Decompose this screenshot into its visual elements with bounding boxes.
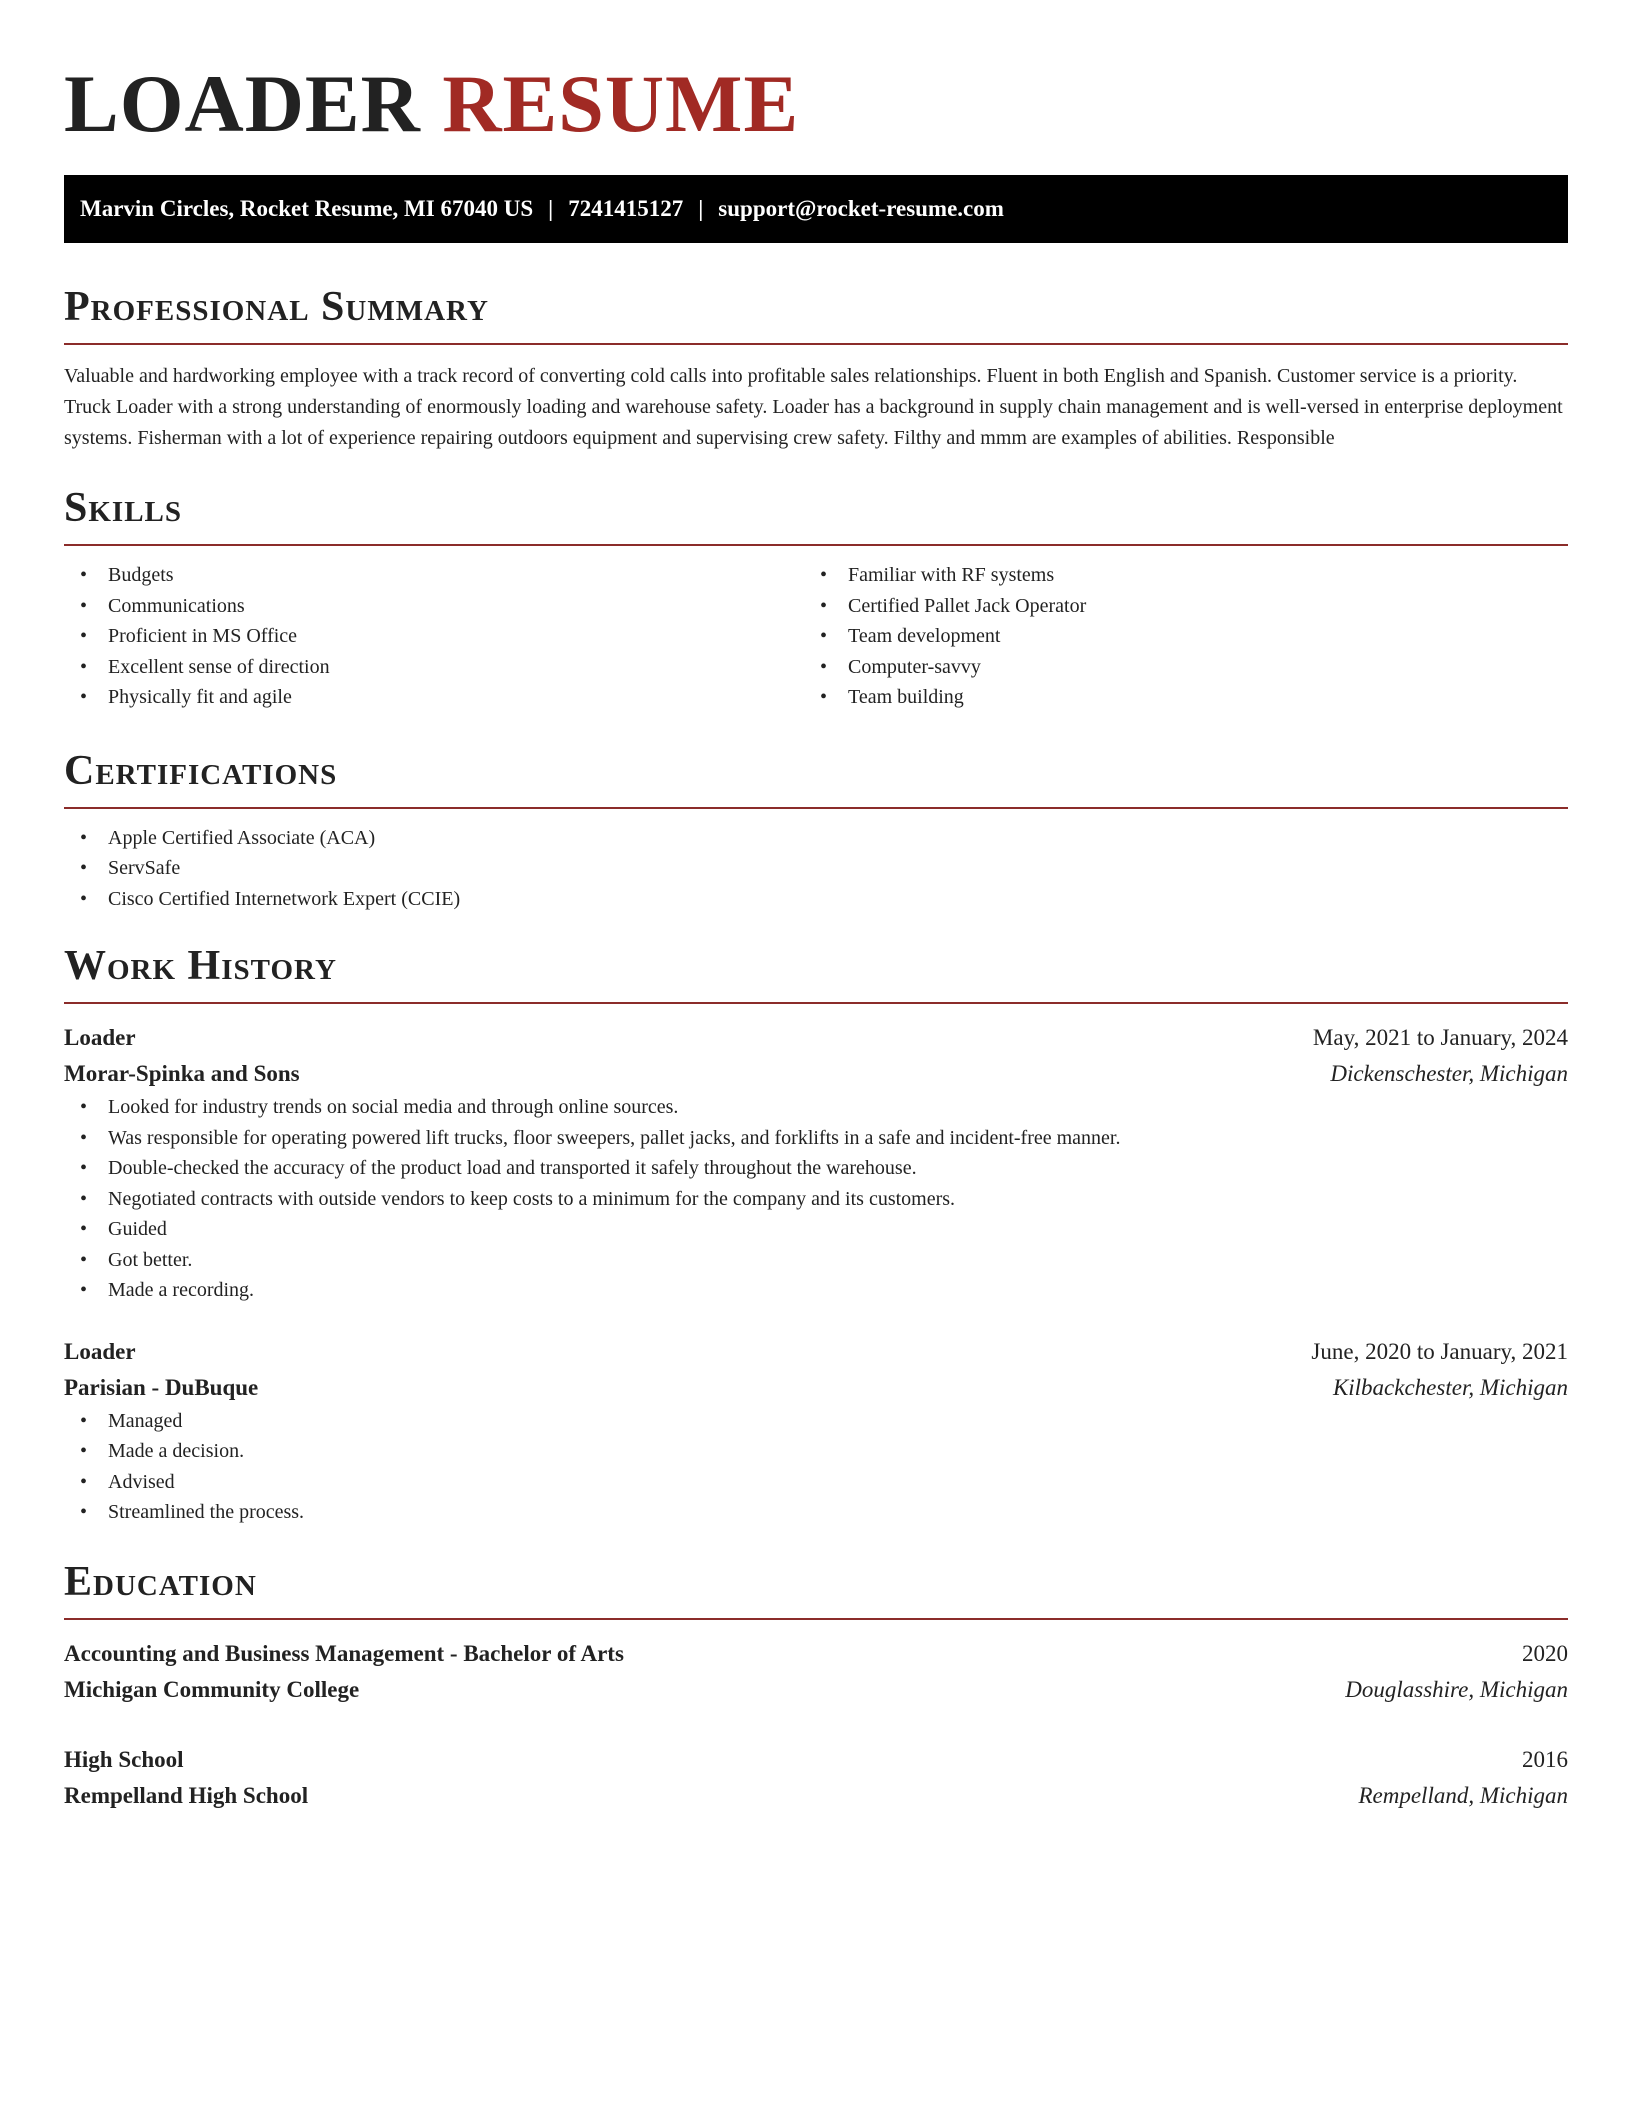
skill-item: • Proficient in MS Office: [64, 621, 804, 652]
job-entry: [64, 1334, 1568, 1528]
skill-item: • Excellent sense of direction: [64, 652, 804, 683]
job-duty: • Managed: [64, 1406, 1568, 1437]
job-duty: • Made a decision.: [64, 1436, 1568, 1467]
skill-item: • Team building: [804, 682, 1544, 713]
education-school: Rempelland High School: [64, 1782, 309, 1808]
job-company-row: [64, 1056, 1568, 1092]
work-history-section: [64, 940, 1568, 1528]
education-heading: Education: [64, 1558, 257, 1605]
certification-item: • ServSafe: [64, 853, 1568, 884]
education-section: [64, 1556, 1568, 1814]
job-location: Dickenschester, Michigan: [1330, 1061, 1568, 1086]
skill-item: • Team development: [804, 621, 1544, 652]
job-dates: May, 2021 to January, 2024: [1312, 1025, 1568, 1050]
work-history-heading: Work History: [64, 943, 337, 989]
contact-bar: [64, 175, 1568, 243]
contact-email: support@rocket-resume.com: [718, 196, 1004, 221]
job-duty: • Double-checked the accuracy of the product load and transported it safely throughout the warehouse.: [64, 1153, 1568, 1184]
skills-list-left: [64, 560, 804, 713]
education-year: 2016: [1522, 1746, 1568, 1772]
job-duty: • Guided: [64, 1214, 1568, 1245]
skills-heading: Skills: [64, 485, 183, 531]
resume-title: [64, 56, 1568, 152]
education-entry: [64, 1636, 1568, 1708]
title-word-loader: LOADER: [64, 58, 421, 149]
education-year: 2020: [1522, 1640, 1568, 1666]
certifications-section: [64, 745, 1568, 915]
job-duties-list: [64, 1406, 1568, 1528]
education-degree-row: [64, 1742, 1568, 1778]
skill-item: • Certified Pallet Jack Operator: [804, 591, 1544, 622]
contact-address: Marvin Circles, Rocket Resume, MI 67040 US: [80, 196, 534, 221]
resume-page: [64, 0, 1568, 1814]
job-title-row: [64, 1020, 1568, 1056]
education-entry: [64, 1742, 1568, 1814]
skills-section: [64, 482, 1568, 713]
job-company: Parisian - DuBuque: [64, 1374, 259, 1400]
education-degree-row: [64, 1636, 1568, 1672]
contact-separator: |: [548, 196, 554, 221]
job-duty: • Negotiated contracts with outside vendors to keep costs to a minimum for the company and its customers.: [64, 1184, 1568, 1215]
job-duties-list: [64, 1092, 1568, 1306]
job-dates: June, 2020 to January, 2021: [1311, 1338, 1568, 1364]
skills-divider: [64, 544, 1568, 546]
skill-item: • Communications: [64, 591, 804, 622]
certifications-divider: [64, 807, 1568, 809]
education-school-row: [64, 1672, 1568, 1708]
job-duty: • Was responsible for operating powered lift trucks, floor sweepers, pallet jacks, and forklifts in a safe and incident-free manner.: [64, 1123, 1568, 1154]
job-duty: • Made a recording.: [64, 1275, 1568, 1306]
skills-grid: [64, 560, 1568, 713]
summary-divider: [64, 343, 1568, 345]
contact-phone: 7241415127: [568, 196, 684, 221]
certification-item: • Cisco Certified Internetwork Expert (CCIE): [64, 884, 1568, 915]
contact-separator: |: [698, 196, 704, 221]
job-location: Kilbackchester, Michigan: [1332, 1374, 1568, 1400]
education-divider: [64, 1618, 1568, 1620]
education-degree: High School: [64, 1746, 184, 1772]
education-location: Rempelland, Michigan: [1358, 1782, 1568, 1808]
skill-item: • Computer-savvy: [804, 652, 1544, 683]
certifications-list: [64, 823, 1568, 915]
job-duty: • Streamlined the process.: [64, 1497, 1568, 1528]
job-title: Loader: [64, 1338, 136, 1364]
skill-item: • Physically fit and agile: [64, 682, 804, 713]
job-company: Morar-Spinka and Sons: [64, 1061, 300, 1086]
job-title-row: [64, 1334, 1568, 1370]
skills-list-right: [804, 560, 1544, 713]
certification-item: • Apple Certified Associate (ACA): [64, 823, 1568, 854]
education-degree: Accounting and Business Management - Bachelor of Arts: [64, 1640, 624, 1666]
job-duty: • Got better.: [64, 1245, 1568, 1276]
skill-item: • Familiar with RF systems: [804, 560, 1544, 591]
job-duty: • Advised: [64, 1467, 1568, 1498]
work-history-divider: [64, 1002, 1568, 1004]
summary-text: Valuable and hardworking employee with a track record of converting cold calls into profitable sales relationships. Fluent in both English and Spanish. Customer service is a priority. Truck Loader with a strong understanding of enormously loading and warehouse safety. Loader has a background in supply chain management and is well-versed in enterprise deployment systems. Fisherman with a lot of experience repairing outdoors equipment and supervising crew safety. Filthy and mmm are examples of abilities. Responsible: [64, 365, 1563, 449]
job-company-row: [64, 1370, 1568, 1406]
education-school-row: [64, 1778, 1568, 1814]
summary-heading: Professional Summary: [64, 284, 489, 330]
job-title: Loader: [64, 1025, 136, 1050]
certifications-heading: Certifications: [64, 747, 338, 794]
job-entry: [64, 1020, 1568, 1306]
education-location: Douglasshire, Michigan: [1345, 1676, 1568, 1702]
education-school: Michigan Community College: [64, 1676, 360, 1702]
summary-section: [64, 281, 1568, 454]
skill-item: • Budgets: [64, 560, 804, 591]
title-word-resume: RESUME: [442, 58, 800, 149]
job-duty: • Looked for industry trends on social media and through online sources.: [64, 1092, 1568, 1123]
